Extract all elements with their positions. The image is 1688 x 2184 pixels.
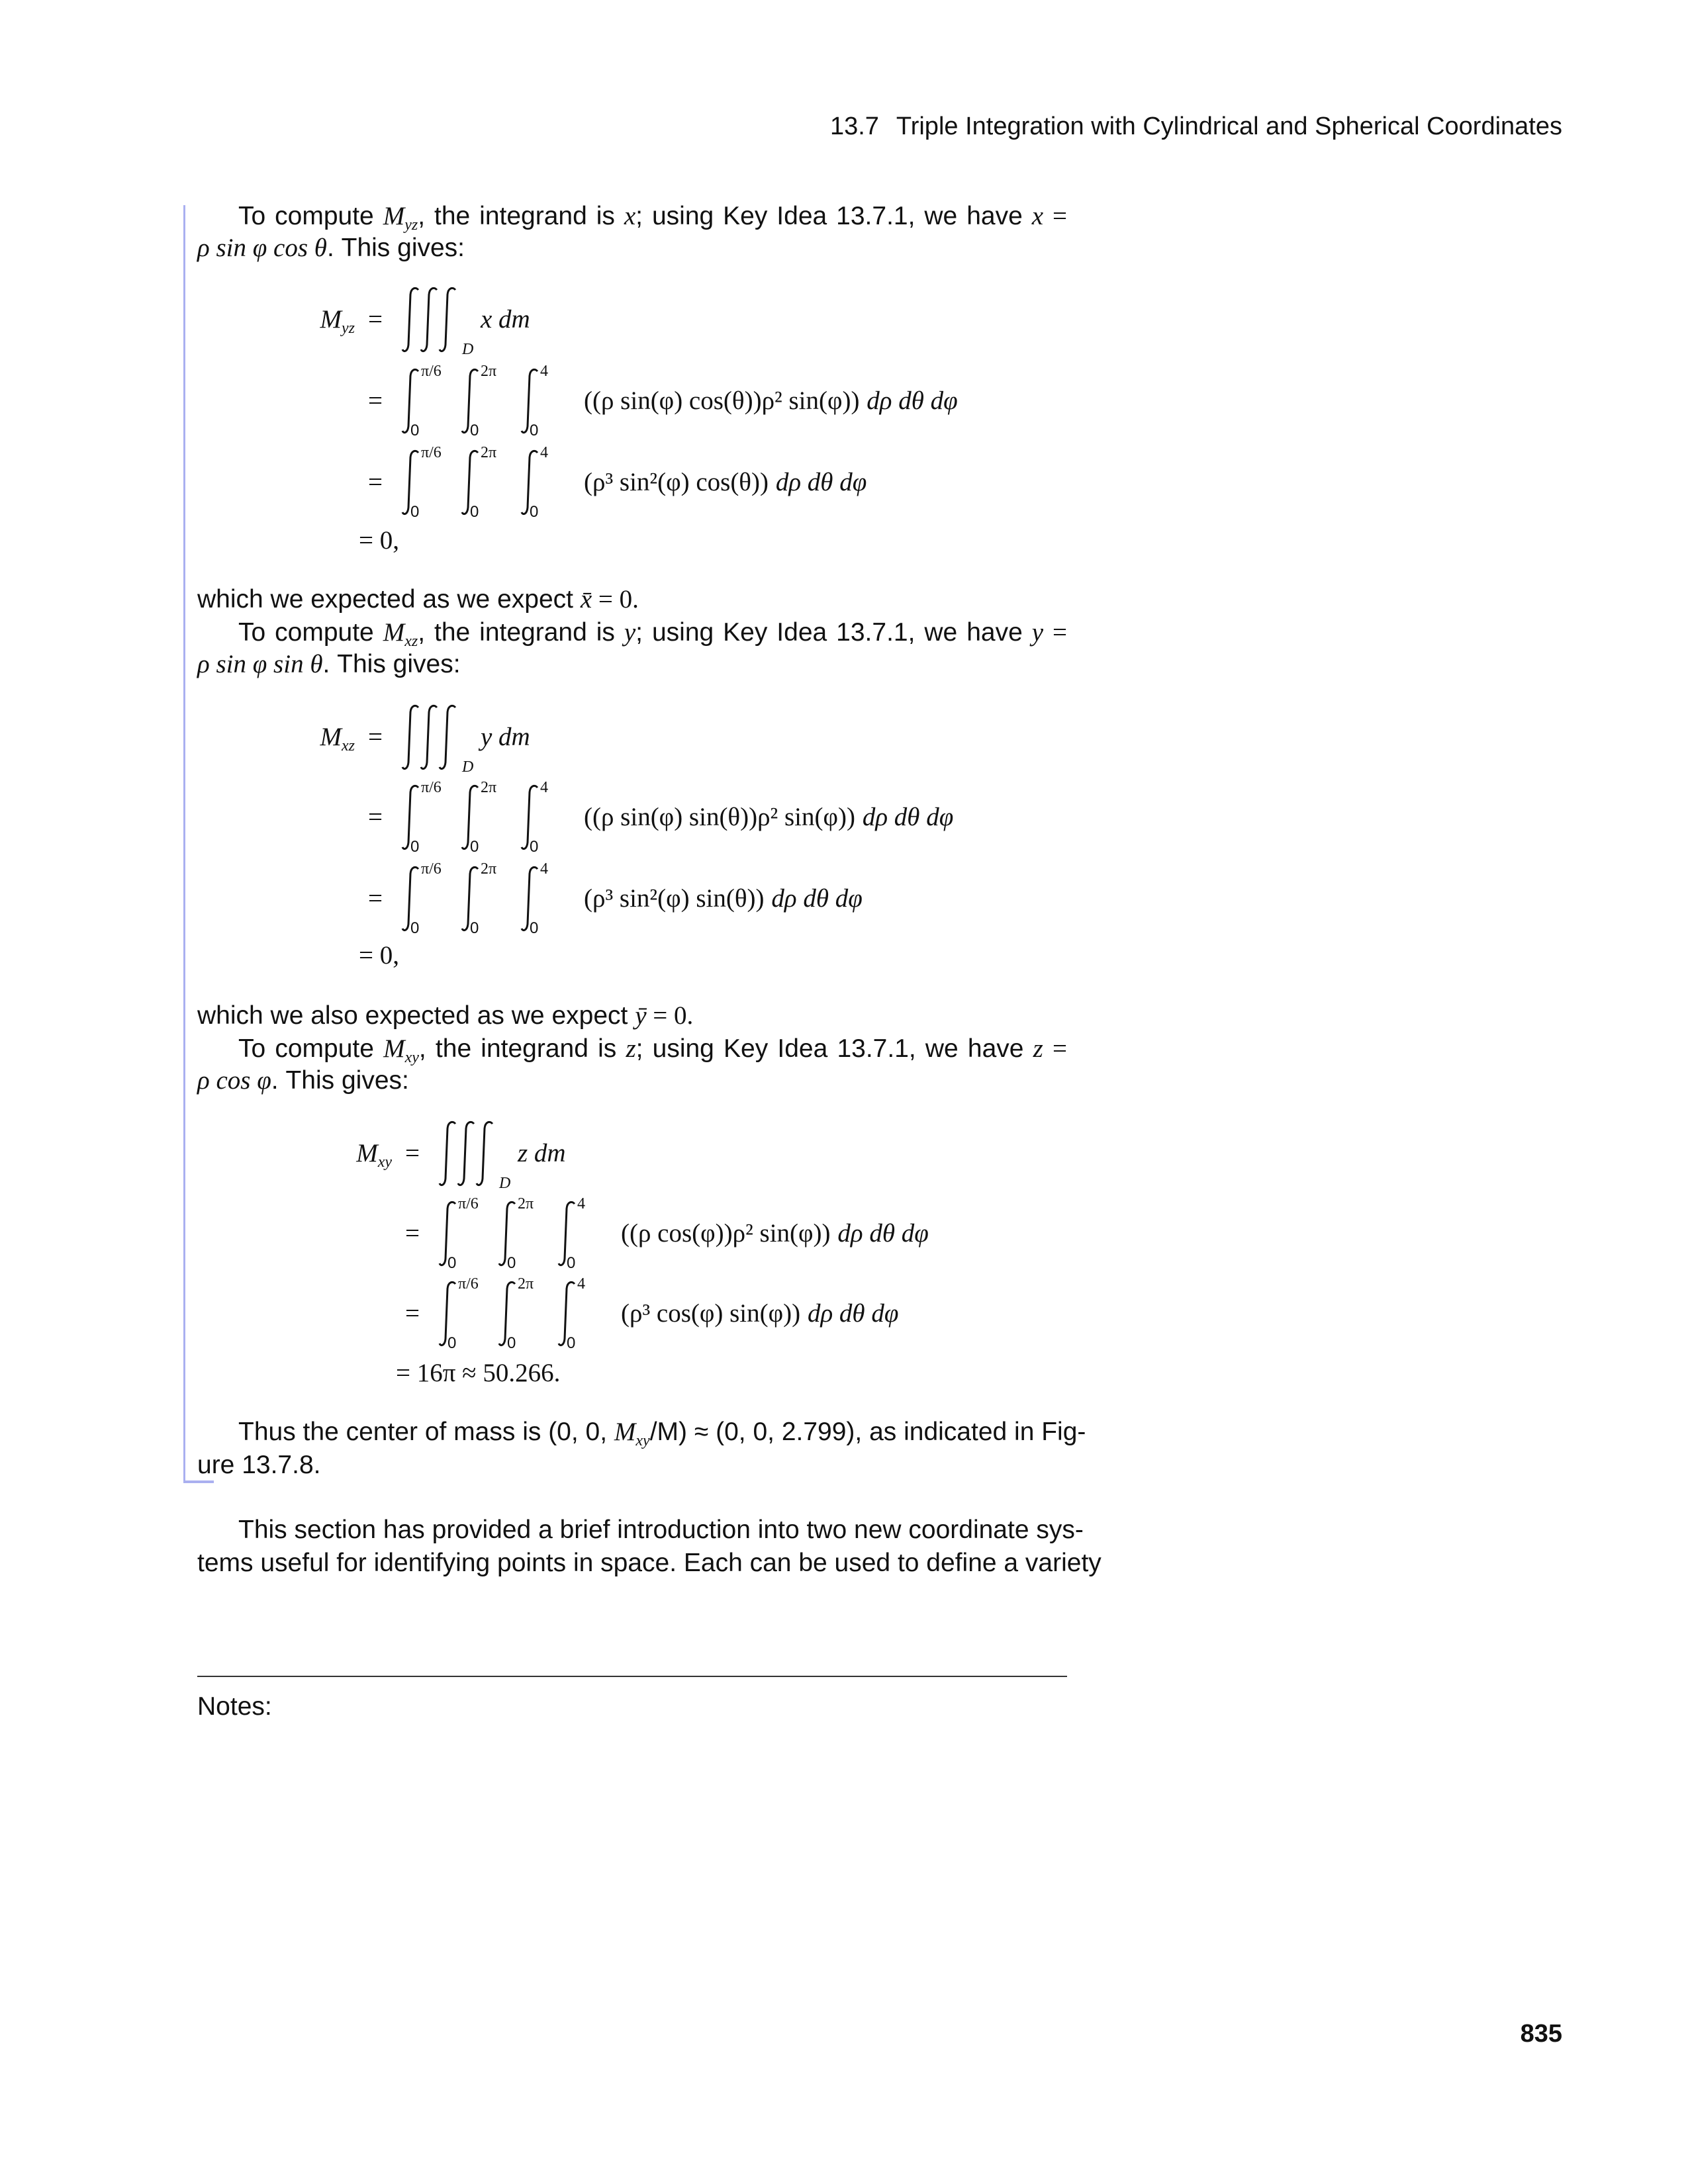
paragraph-line: To compute $M_{xz}$, the integrand is y; using Key Idea 13.7.1, we have y =: [238, 618, 1068, 650]
integral-icon: 4 0: [557, 1275, 617, 1352]
paragraph-line: To compute $M_{yz}$, the integrand is x; using Key Idea 13.7.1, we have x =: [238, 202, 1068, 234]
integral-icon: 2π 0: [461, 363, 520, 439]
paragraph-line: ρ sin φ cos θ. This gives:: [197, 234, 465, 262]
integral-icon: 4 0: [557, 1195, 617, 1272]
integral-icon: π/6 0: [438, 1195, 498, 1272]
equation-line: [396, 1195, 929, 1272]
triple-integral-icon: D: [438, 1115, 518, 1192]
equation-result: = 16π ≈ 50.266.: [396, 1359, 561, 1387]
triple-integral-icon: D: [401, 699, 481, 776]
integral-icon: 2π 0: [498, 1275, 557, 1352]
equation-line: [359, 524, 399, 557]
integral-icon: 2π 0: [498, 1195, 557, 1272]
example-margin-bar-end: [183, 1480, 214, 1483]
moment-label: $M_{xz}$: [320, 723, 355, 754]
equals-sign: =: [405, 1139, 420, 1167]
equals-sign: =: [368, 305, 383, 334]
integrand: (ρ³ sin²(φ) cos(θ)) dρ dθ dφ: [584, 468, 867, 496]
integral-icon: 2π 0: [461, 860, 520, 937]
section-title: Triple Integration with Cylindrical and Spherical Coordinates: [896, 113, 1562, 140]
paragraph-line: Thus the center of mass is (0, 0, $M_{xy}/M) \approx (0$, 0, 2.799), as indicated in Fig-: [238, 1418, 1086, 1449]
page-number: 835: [1520, 2020, 1562, 2048]
integrand: (ρ³ cos(φ) sin(φ)) dρ dθ dφ: [621, 1299, 899, 1328]
integrand: (ρ³ sin²(φ) sin(θ)) dρ dθ dφ: [584, 884, 863, 913]
paragraph-line: which we expected as we expect x̄ = 0.: [197, 585, 639, 614]
integral-icon: π/6 0: [401, 860, 461, 937]
equation-result: = 0,: [359, 941, 399, 970]
equation-line: [359, 779, 953, 856]
equals-sign: =: [368, 803, 383, 831]
integral-icon: π/6 0: [438, 1275, 498, 1352]
integral-icon: 2π 0: [461, 779, 520, 856]
equation-line: [359, 444, 867, 521]
integral-icon: π/6 0: [401, 444, 461, 521]
integral-icon: 4 0: [520, 363, 580, 439]
paragraph-line: ρ cos φ. This gives:: [197, 1066, 409, 1095]
paragraph-line: which we also expected as we expect ȳ = 0.: [197, 1001, 694, 1030]
equals-sign: =: [405, 1299, 420, 1328]
integral-icon: 2π 0: [461, 444, 520, 521]
equation-line: [359, 860, 863, 937]
equals-sign: =: [368, 884, 383, 913]
equation-result: = 0,: [359, 526, 399, 555]
equation-line: $M_{xy}$ = D z dm: [396, 1115, 566, 1192]
equals-sign: =: [368, 468, 383, 496]
notes-divider: [197, 1676, 1067, 1677]
running-header: [830, 111, 1562, 142]
equation-line: [359, 363, 958, 439]
integral-icon: 4 0: [520, 444, 580, 521]
triple-integral-icon: D: [401, 281, 481, 358]
equation-line: $M_{yz}$ = D x dm: [359, 281, 530, 358]
equation-line: [396, 1357, 560, 1390]
equals-sign: =: [405, 1219, 420, 1248]
integrand: ((ρ sin(φ) cos(θ))ρ² sin(φ)) dρ dθ dφ: [584, 387, 958, 415]
notes-label: Notes:: [197, 1692, 272, 1721]
paragraph-line: ρ sin φ sin θ. This gives:: [197, 650, 461, 678]
example-margin-bar: [183, 205, 185, 1482]
moment-label: $M_{xy}$: [356, 1139, 392, 1171]
section-number: 13.7: [829, 113, 879, 140]
equals-sign: =: [368, 723, 383, 751]
paragraph-line: To compute $M_{xy}$, the integrand is z; using Key Idea 13.7.1, we have z =: [238, 1034, 1068, 1066]
paragraph-line: ure 13.7.8.: [197, 1451, 321, 1479]
integral-icon: 4 0: [520, 860, 580, 937]
integrand: ((ρ cos(φ))ρ² sin(φ)) dρ dθ dφ: [621, 1219, 929, 1248]
integral-icon: π/6 0: [401, 779, 461, 856]
integrand: ((ρ sin(φ) sin(θ))ρ² sin(φ)) dρ dθ dφ: [584, 803, 954, 831]
integral-icon: 4 0: [520, 779, 580, 856]
equals-sign: =: [368, 387, 383, 415]
equation-line: $M_{xz}$ = D y dm: [359, 699, 530, 776]
moment-label: $M_{yz}$: [320, 305, 355, 337]
integral-icon: π/6 0: [401, 363, 461, 439]
paragraph-line: This section has provided a brief introduction into two new coordinate sys-: [238, 1516, 1084, 1544]
paragraph-line: tems useful for identifying points in space. Each can be used to define a variety: [197, 1549, 1102, 1577]
equation-line: [359, 939, 399, 972]
equation-line: [396, 1275, 898, 1352]
